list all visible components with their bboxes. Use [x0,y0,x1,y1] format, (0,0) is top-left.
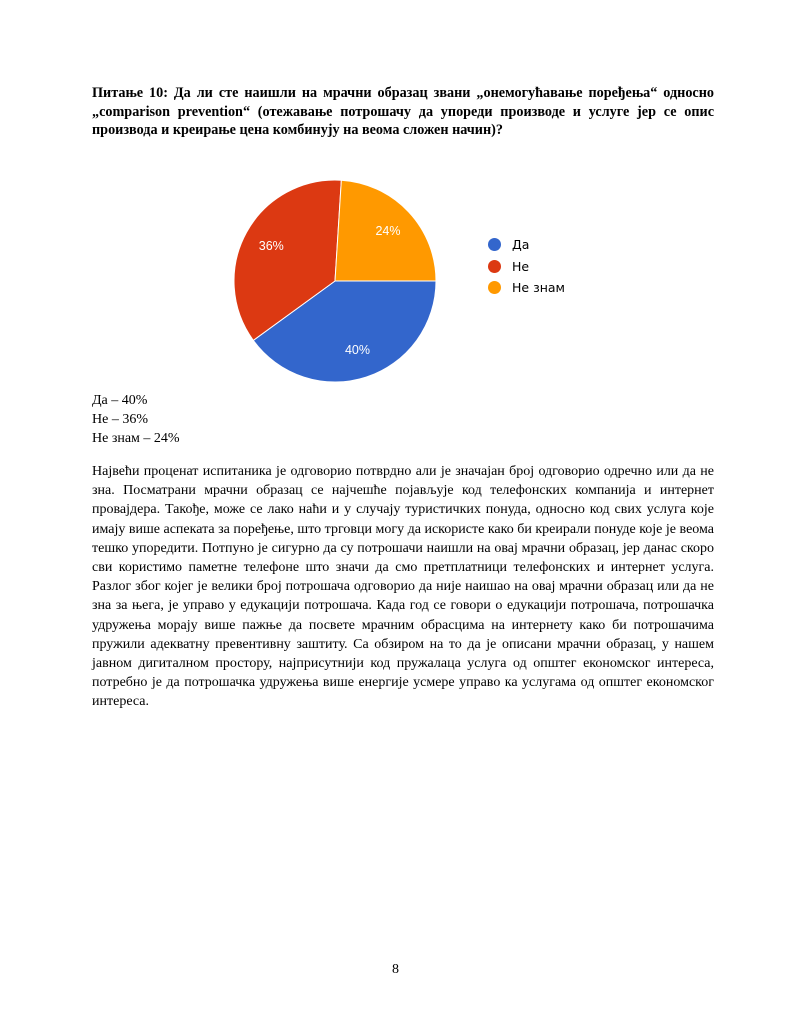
legend-item-1 [488,256,565,278]
body-paragraph: Највећи проценат испитаника је одговорио потврдно али је значајан број одговорио одречно или да не зна. Посматрани мрачни образац се најчешће појављује код телефонских компанија и интернет провајдера. Такође, може се лако наћи и у случају туристичких понуда, односно код свих услуга које имају више аспеката за поређење, што трговци могу да искористе како би креирали понуде које је веома тешко упоредити. Потпуно је сигурно да су потрошачи наишли на овај мрачни образац, јер данас скоро сви користимо паметне телефоне што значи да смо претплатници телефонских и интернет услуга. Разлог због којег је велики број потрошача одговорио да није наишао на овај мрачни образац или да не зна за њега, је управо у едукацији потрошача. Када год се говори о едукацији потрошача, потрошачка удружења морају више пажње да посвете мрачним обрасцима на интернету како би потрошачима пружили адекватну превентивну заштиту. Са обзиром на то да је описани мрачни образац, у нашем јавном дигиталном простору, најприсутнији код пружалаца услуга од општег економског интереса, потребно је да потрошачка удружења више енергије усмере управо ка услугама од општег економског интереса. [92,464,714,710]
question-heading: Питање 10: Да ли сте наишли на мрачни образац звани „онемогућавање поређења“ односно „comparison prevention“ (отежавање потрошачу да упореди производе и услуге јер се опис производа и креирање цена комбинују на веома сложен начин)? [92,85,714,138]
legend-label-0: Да [512,237,530,253]
pie-slice-label-2: 24% [375,224,401,239]
pie-chart [92,170,652,395]
summary-line-no: Не – 36% [92,412,148,427]
summary-line-yes: Да – 40% [92,393,148,408]
chart-legend [488,234,565,299]
legend-label-2: Не знам [512,280,565,296]
pie-slice-label-1: 36% [258,238,284,253]
legend-swatch-1 [488,260,501,273]
legend-swatch-0 [488,238,501,251]
answer-summary [92,391,180,448]
legend-item-2 [488,277,565,299]
summary-line-dont-know: Не знам – 24% [92,431,180,446]
page-number: 8 [392,962,399,977]
legend-item-0 [488,234,565,256]
legend-label-1: Не [512,258,530,274]
pie-slice-label-0: 40% [344,343,370,358]
legend-swatch-2 [488,281,501,294]
pie-chart-svg [92,170,472,395]
